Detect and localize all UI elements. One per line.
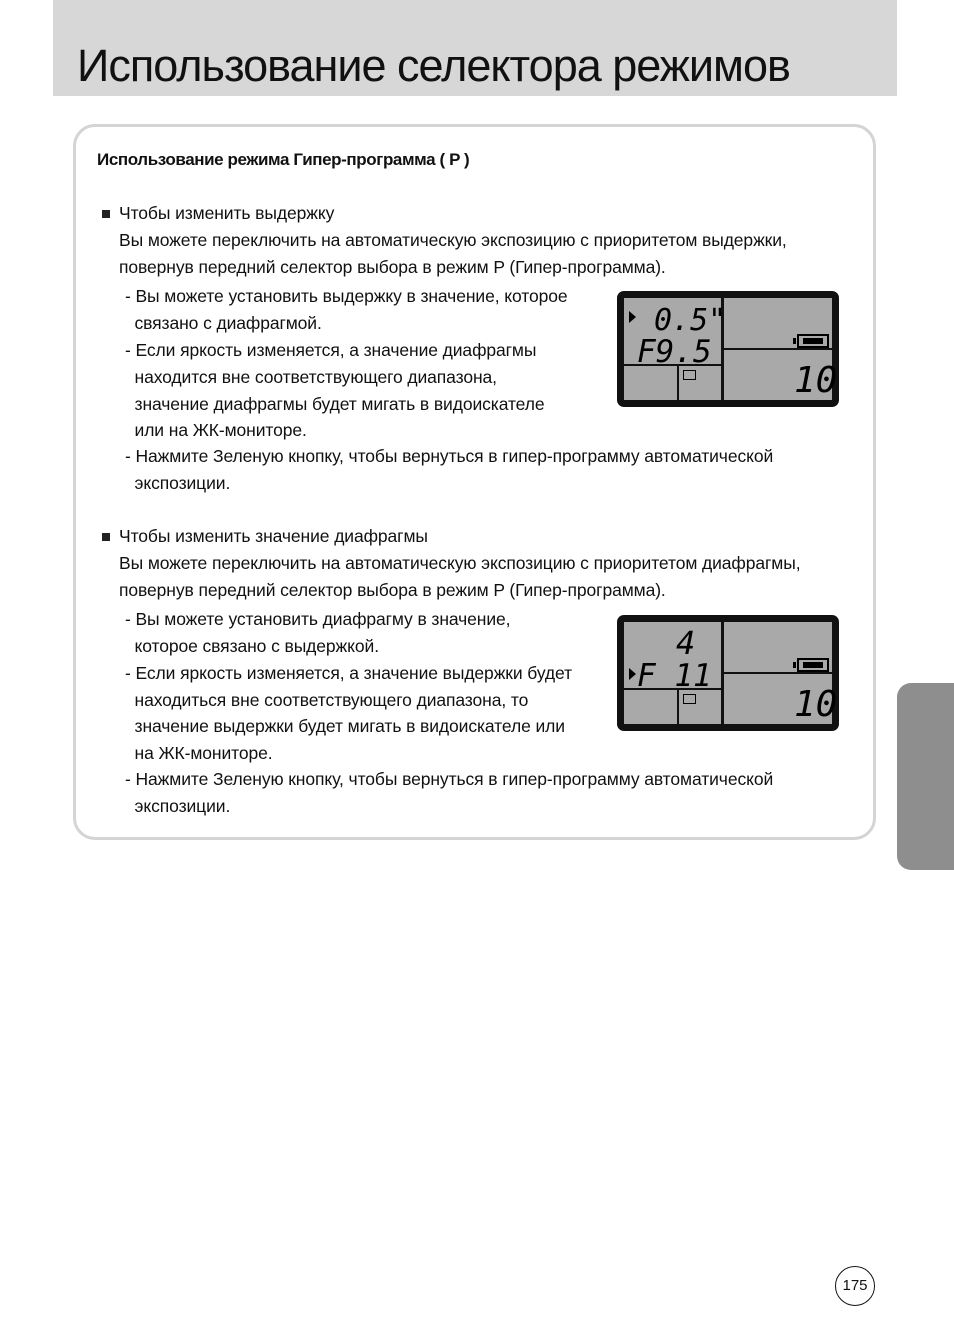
lcd-arrow-icon [629,311,636,323]
lcd-arrow-icon [629,668,636,680]
battery-icon [797,658,829,672]
block1-item-line: связано с диафрагмой. [125,313,322,333]
section-title: Использование режима Гипер-программа ( P ) [97,150,470,169]
lcd-frame-count: 10 [794,684,838,725]
page-number: 175 [835,1266,875,1306]
side-tab [897,683,954,870]
frame-icon [683,694,696,704]
block1-heading: Чтобы изменить выдержку [119,203,335,223]
block1-item-line: - Нажмите Зеленую кнопку, чтобы вернуться в гипер-программу автоматической [125,446,774,466]
block2-item-line: на ЖК-мониторе. [125,743,273,763]
block1-item-line: значение диафрагмы будет мигать в видоискателе [125,394,545,414]
block2-intro-line: Вы можете переключить на автоматическую экспозицию с приоритетом диафрагмы, [119,553,801,573]
block2-item-line: которое связано с выдержкой. [125,636,379,656]
block2-item-line: экспозиции. [125,796,231,816]
lcd-aperture-value: F 11 [637,658,712,694]
bullet-square-icon [102,210,110,218]
block1-item-line: находится вне соответствующего диапазона, [125,367,497,387]
block1-intro-line: повернув передний селектор выбора в режим P (Гипер-программа). [119,257,666,277]
page-title: Использование селектора режимов [77,40,790,91]
lcd-aperture-value: F9.5 [637,334,712,370]
lcd-display-shutter [617,291,839,407]
block1-intro-line: Вы можете переключить на автоматическую экспозицию с приоритетом выдержки, [119,230,787,250]
block1-item-line: или на ЖК-мониторе. [125,420,307,440]
block2-item-line: - Вы можете установить диафрагму в значение, [125,609,511,629]
block1-item-line: экспозиции. [125,473,231,493]
battery-icon [797,334,829,348]
lcd-shutter-value: 0.5" [654,303,727,338]
lcd-shutter-value: 4 [676,624,696,662]
block1-item-line: - Вы можете установить выдержку в значение, которое [125,286,568,306]
block2-heading: Чтобы изменить значение диафрагмы [119,526,428,546]
block2-item-line: - Если яркость изменяется, а значение выдержки будет [125,663,572,683]
block2-intro-line: повернув передний селектор выбора в режим P (Гипер-программа). [119,580,666,600]
block2-item-line: значение выдержки будет мигать в видоискателе или [125,716,565,736]
bullet-square-icon [102,533,110,541]
lcd-display-aperture [617,615,839,731]
block2-item-line: - Нажмите Зеленую кнопку, чтобы вернуться в гипер-программу автоматической [125,769,774,789]
header-bar [53,0,897,96]
lcd-frame-count: 10 [794,360,838,401]
block1-item-line: - Если яркость изменяется, а значение диафрагмы [125,340,537,360]
frame-icon [683,370,696,380]
block2-item-line: находиться вне соответствующего диапазона, то [125,690,529,710]
